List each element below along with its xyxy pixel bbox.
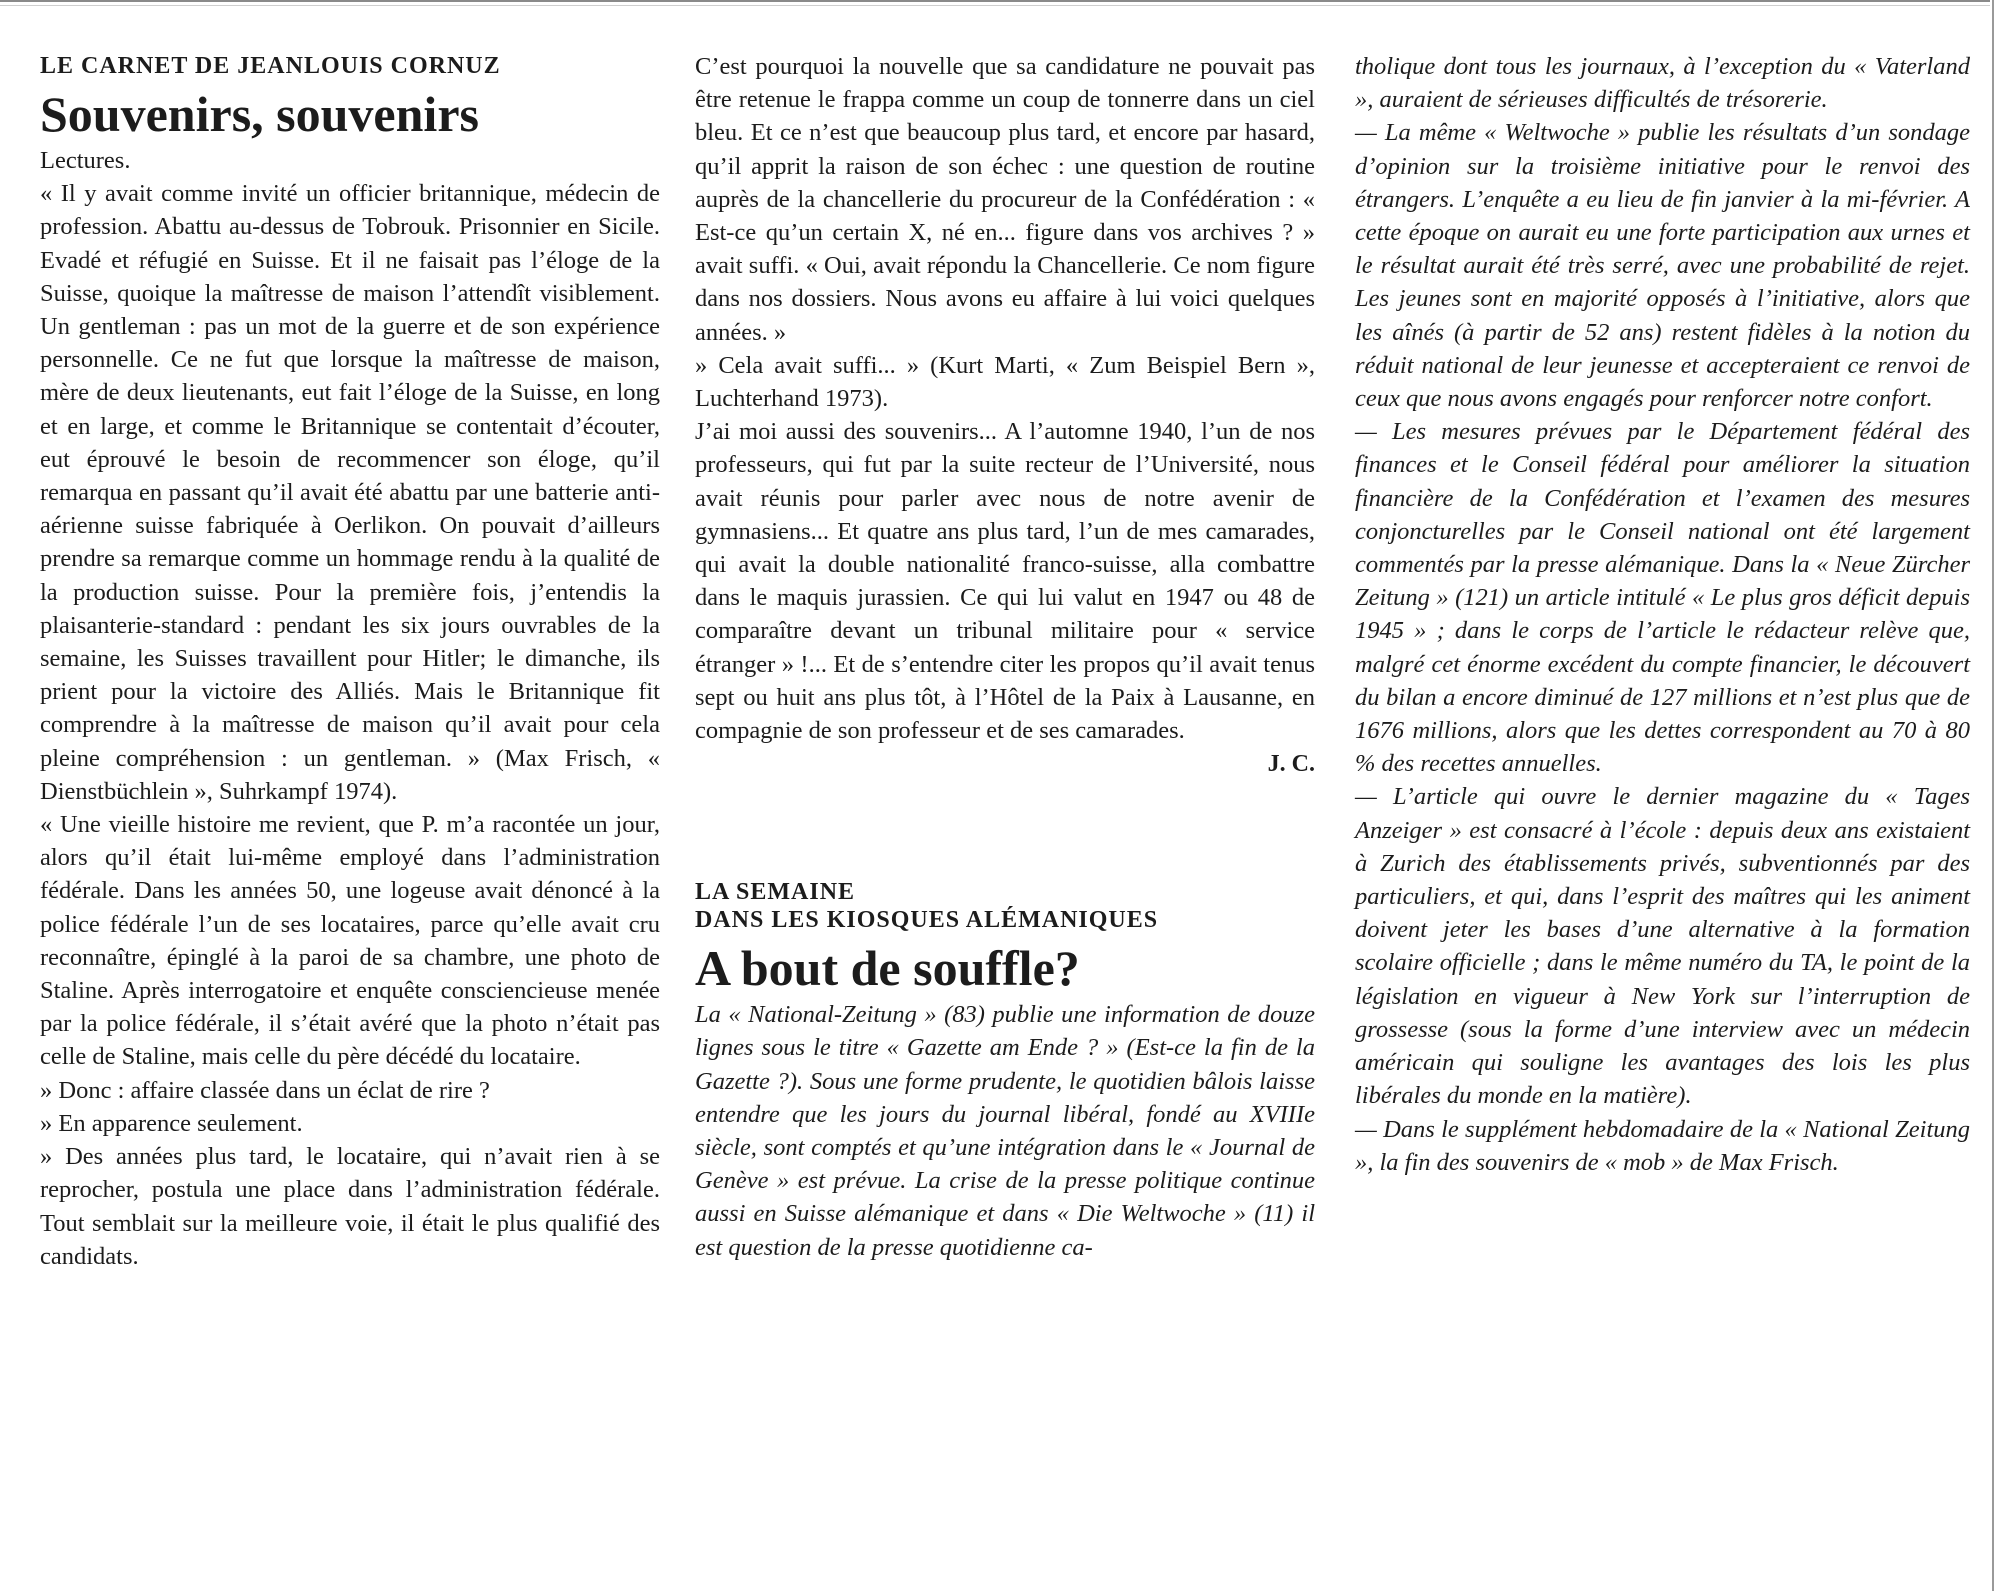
page-border-top <box>0 0 1990 2</box>
article-paragraph: » En apparence seulement. <box>40 1109 303 1137</box>
column-3 <box>1355 50 1970 1179</box>
article-paragraph: tholique dont tous les journaux, à l’exception du « Vaterland », auraient de sérieuses difficultés de trésorerie. <box>1355 53 1970 114</box>
section-headline: A bout de souffle? <box>695 940 1080 997</box>
article-paragraph: La « National-Zeitung » (83) publie une information de douze lignes sous le titre « Gazette am Ende ? » (Est-ce la fin de la Gazette ?). Sous une forme prudente, le quotidien bâlois laisse entendre que les jours du journal libéral, fondé au XVIIIe siècle, sont comptés et qu’une intégration dans le « Journal de Genève » est prévue. La crise de la presse politique continue aussi en Suisse alémanique et dans « Die Weltwoche » (11) il est question de la presse quotidienne ca- <box>695 1001 1315 1261</box>
section-kicker-line2: DANS LES KIOSQUES ALÉMANIQUES <box>695 907 1159 934</box>
section-kicker-line1: LA SEMAINE <box>695 879 856 906</box>
column-2 <box>695 50 1315 1264</box>
article-paragraph: » Donc : affaire classée dans un éclat de rire ? <box>40 1076 490 1104</box>
column-kicker: LE CARNET DE JEANLOUIS CORNUZ <box>40 53 501 79</box>
article-paragraph: » Des années plus tard, le locataire, qui n’avait rien à se reprocher, postula une place dans l’administration fédérale. Tout semblait sur la meilleure voie, il était le plus qualifié des candidats. <box>40 1143 660 1270</box>
author-signature: J. C. <box>1267 751 1315 778</box>
article-headline: Souvenirs, souvenirs <box>40 86 479 142</box>
article-paragraph: — Dans le supplément hebdomadaire de la « National Zeitung », la fin des souvenirs de « mob » de Max Frisch. <box>1355 1115 1970 1176</box>
section-spacer <box>695 778 1315 878</box>
article-paragraph: « Il y avait comme invité un officier britannique, médecin de profession. Abattu au-dessus de Tobrouk. Prisonnier en Sicile. Evadé et réfugié en Suisse. Et il ne faisait pas l’éloge de la Suisse, quoique la maîtresse de maison l’attendît visiblement. Un gentleman : pas un mot de la guerre et de son expérience personnelle. Ce ne fut que lorsque la maîtresse de maison, mère de deux lieutenants, eut fait l’éloge de la Suisse, en long et en large, et comme le Britannique se contentait d’écouter, eut éprouvé le besoin de recommencer son éloge, qu’il remarqua en passant qu’il avait été abattu par une batterie anti-aérienne suisse fabriquée à Oerlikon. On pouvait d’ailleurs prendre sa remarque comme un hommage rendu à la qualité de la production suisse. Pour la première fois, j’entendis la plaisanterie-standard : pendant les six jours ouvrables de la semaine, les Suisses travaillent pour Hitler; le dimanche, ils prient pour la victoire des Alliés. Mais le Britannique fit comprendre à la maîtresse de maison qu’il avait pour cela pleine compréhension : un gentleman. » (Max Frisch, « Dienstbüchlein », Suhrkampf 1974). <box>40 180 660 805</box>
article-paragraph: — L’article qui ouvre le dernier magazine du « Tages Anzeiger » est consacré à l’école : depuis deux ans existaient à Zurich des établissements privés, subventionnés par des particuliers, et qui, dans l’esprit des maîtres qui les animent doivent jeter les bases d’une alternative à la formation scolaire officielle ; dans le même numéro du TA, le point de la législation en vigueur à New York sur l’interruption de grossesse (sous la forme d’une interview avec un médecin américain qui souligne les avantages des lois les plus libérales du monde en la matière). <box>1355 783 1970 1110</box>
article-paragraph: — La même « Weltwoche » publie les résultats d’un sondage d’opinion sur la troisième initiative pour le renvoi des étrangers. L’enquête a eu lieu de fin janvier à la mi-février. A cette époque on aurait eu une forte participation aux urnes et le résultat aurait été très serré, avec une probabilité de rejet. Les jeunes sont en majorité opposés à l’initiative, alors que les aînés (à partir de 52 ans) restent fidèles à la notion du réduit national de leur jeunesse et accepteraient ce renvoi de ceux que nous avons engagés pour renforcer notre confort. <box>1355 119 1970 413</box>
page-border-top-thin <box>0 5 1990 6</box>
column-1 <box>40 50 660 1273</box>
page-border-right <box>1992 0 1994 1591</box>
article-paragraph: » Cela avait suffi... » (Kurt Marti, « Zum Beispiel Bern », Luchterhand 1973). <box>695 351 1315 413</box>
article-paragraph: C’est pourquoi la nouvelle que sa candidature ne pouvait pas être retenue le frappa comme un coup de tonnerre dans un ciel bleu. Et ce n’est que beaucoup plus tard, et encore par hasard, qu’il apprit la raison de son échec : une question de routine auprès de la chancellerie du procureur de la Confédération : « Est-ce qu’un certain X, né en... figure dans vos archives ? » avait suffi. « Oui, avait répondu la Chancellerie. Ce nom figure dans nos dossiers. Nous avons eu affaire à lui voici quelques années. » <box>695 53 1315 346</box>
article-paragraph: J’ai moi aussi des souvenirs... A l’automne 1940, l’un de nos professeurs, qui fut par la suite recteur de l’Université, nous avait réunis pour parler avec nous de notre avenir de gymnasiens... Et quatre ans plus tard, l’un de mes camarades, qui avait la double nationalité franco-suisse, alla combattre dans le maquis jurassien. Ce qui lui valut en 1947 ou 48 de comparaître devant un tribunal militaire pour « service étranger » !... Et de s’entendre citer les propos qu’il avait tenus sept ou huit ans plus tôt, à l’Hôtel de la Paix à Lausanne, en compagnie de son professeur et de ses camarades. <box>695 418 1315 745</box>
article-paragraph: « Une vieille histoire me revient, que P. m’a racontée un jour, alors qu’il était lui-même employé dans l’administration fédérale. Dans les années 50, une logeuse avait dénoncé à la police fédérale l’un de ses locataires, parce qu’elle avait cru reconnaître, épinglé à la paroi de sa chambre, une photo de Staline. Après interrogatoire et enquête consciencieuse menée par la police fédérale, il s’était avéré que la photo n’était pas celle de Staline, mais celle du père décédé du locataire. <box>40 811 660 1071</box>
article-paragraph: — Les mesures prévues par le Département fédéral des finances et le Conseil fédéral pour améliorer la situation financière de la Confédération et l’examen des mesures conjoncturelles par le Conseil national ont été largement commentés par la presse alémanique. Dans la « Neue Zürcher Zeitung » (121) un article intitulé « Le plus gros déficit depuis 1945 » ; dans le corps de l’article le rédacteur relève que, malgré cet énorme excédent du compte financier, le découvert du bilan a encore diminué de 127 millions et n’est plus que de 1676 millions, alors que les dettes correspondent au 70 à 80 % des recettes annuelles. <box>1355 418 1970 778</box>
article-paragraph: Lectures. <box>40 147 131 174</box>
